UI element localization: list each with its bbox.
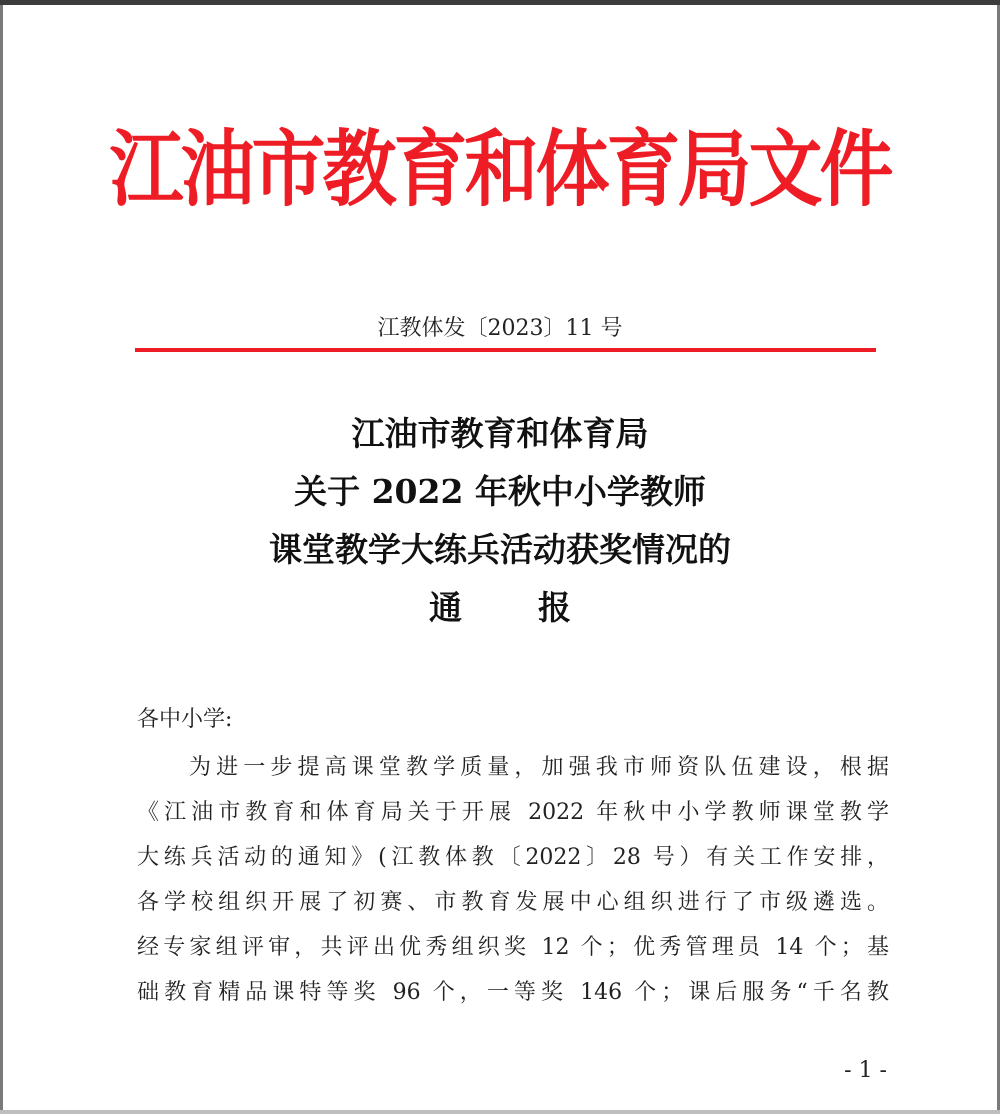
salutation: 各中小学: xyxy=(137,707,233,732)
document-title xyxy=(3,405,997,637)
title-line: 课堂教学大练兵活动获奖情况的 xyxy=(269,530,731,569)
title-line-notice xyxy=(3,579,997,637)
body-line: 经专家组评审，共评出优秀组织奖 12 个；优秀管理员 14 个；基 xyxy=(137,935,889,960)
document-masthead: 江油市教育和体育局文件 xyxy=(109,121,891,219)
red-separator-line xyxy=(135,348,876,352)
document-number: 江教体发〔2023〕11 号 xyxy=(377,316,623,341)
body-paragraph xyxy=(137,745,889,1015)
page-number: - 1 - xyxy=(844,1058,887,1083)
body-line: 础教育精品课特等奖 96 个，一等奖 146 个；课后服务“千名教 xyxy=(137,980,889,1005)
title-notice-char-1: 通 xyxy=(429,588,462,627)
title-notice-char-2: 报 xyxy=(538,588,571,627)
viewer-bottom-edge xyxy=(0,1110,1000,1114)
body-line: 《江油市教育和体育局关于开展 2022 年秋中小学教师课堂教学 xyxy=(137,800,889,825)
title-line: 关于 2022 年秋中小学教师 xyxy=(294,472,706,511)
body-line: 为进一步提高课堂教学质量，加强我市师资队伍建设，根据 xyxy=(189,755,889,780)
title-line: 江油市教育和体育局 xyxy=(351,414,649,453)
document-page xyxy=(3,5,997,1114)
body-line: 大练兵活动的通知》(江教体教〔2022〕28 号）有关工作安排， xyxy=(137,845,889,870)
body-line: 各学校组织开展了初赛、市教育发展中心组织进行了市级遴选。 xyxy=(137,890,889,915)
